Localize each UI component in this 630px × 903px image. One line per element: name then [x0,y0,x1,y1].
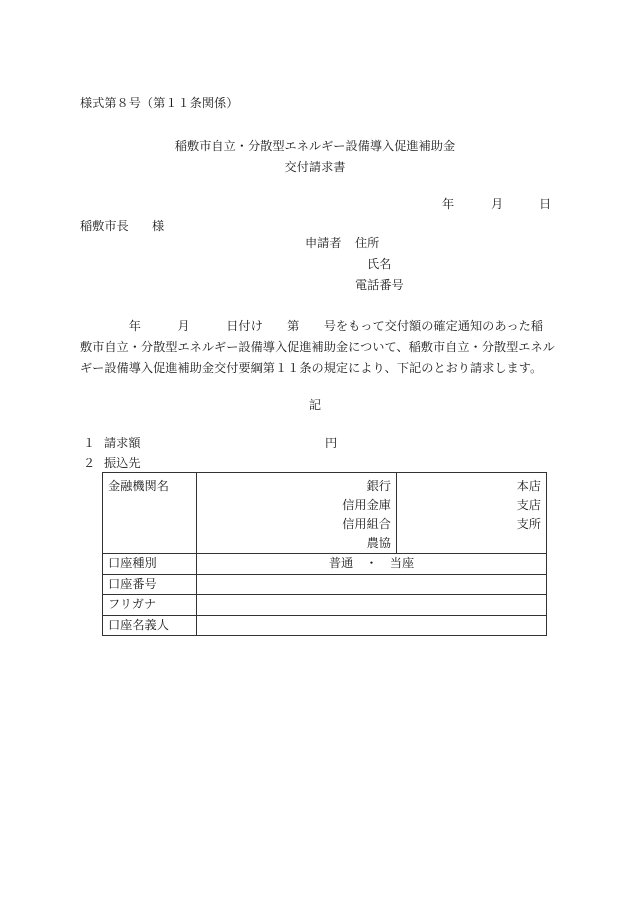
institution-type-agri-coop: 農協 [366,536,391,550]
furigana-label: フリガナ [103,595,197,616]
form-number: 様式第８号（第１１条関係） [80,96,239,110]
item1-unit: 円 [325,436,338,450]
institution-label: 金融機関名 [103,473,197,554]
furigana-field[interactable] [197,595,547,616]
account-type-label: 口座種別 [103,554,197,575]
applicant-name-label: 氏名 [367,257,392,271]
institution-row [103,473,547,554]
furigana-row [103,595,547,616]
bank-transfer-table [102,472,547,636]
institution-type-shinkin: 信用金庫 [342,498,391,512]
account-holder-row [103,615,547,636]
account-type-row [103,554,547,575]
account-number-label: 口座番号 [103,574,197,595]
document-title-line2: 交付請求書 [284,160,346,174]
institution-type-bank: 銀行 [366,479,391,493]
item1-label: 請求額 [104,436,141,450]
item2-label: 振込先 [104,456,141,470]
recipient-honorific: 様 [152,219,165,233]
request-body-line1: 年 月 日付け 第 号をもって交付額の確定通知のあった稲 [80,319,544,333]
applicant-address-label: 住所 [355,236,380,250]
request-body-line3: ギー設備導入促進補助金交付要綱第１１条の規定により、下記のとおり請求します。 [80,361,543,375]
account-number-row [103,574,547,595]
applicant-phone-label: 電話番号 [355,278,404,292]
account-number-field[interactable] [197,574,547,595]
branch-type-sub-branch: 支所 [516,517,541,531]
date-year: 年 [442,197,455,211]
institution-type-credit-union: 信用組合 [342,517,391,531]
request-body-line2: 敷市自立・分散型エネルギー設備導入促進補助金について、稲敷市自立・分散型エネル [80,340,555,354]
branch-type-cell [397,473,547,554]
item2-number: ２ [83,456,96,470]
ki-heading: 記 [308,398,322,412]
institution-type-cell [197,473,397,554]
account-type-options: 普通 ・ 当座 [197,554,547,575]
item1-number: １ [83,436,96,450]
account-holder-field[interactable] [197,615,547,636]
branch-type-head-office: 本店 [516,479,541,493]
date-day: 日 [539,197,552,211]
branch-type-branch: 支店 [516,498,541,512]
document-title-line1: 稲敷市自立・分散型エネルギー設備導入促進補助金 [174,139,456,153]
account-holder-label: 口座名義人 [103,615,197,636]
date-month: 月 [491,197,504,211]
request-body [80,316,555,379]
recipient-name: 稲敷市長 [80,219,129,233]
applicant-label: 申請者 [305,236,342,250]
